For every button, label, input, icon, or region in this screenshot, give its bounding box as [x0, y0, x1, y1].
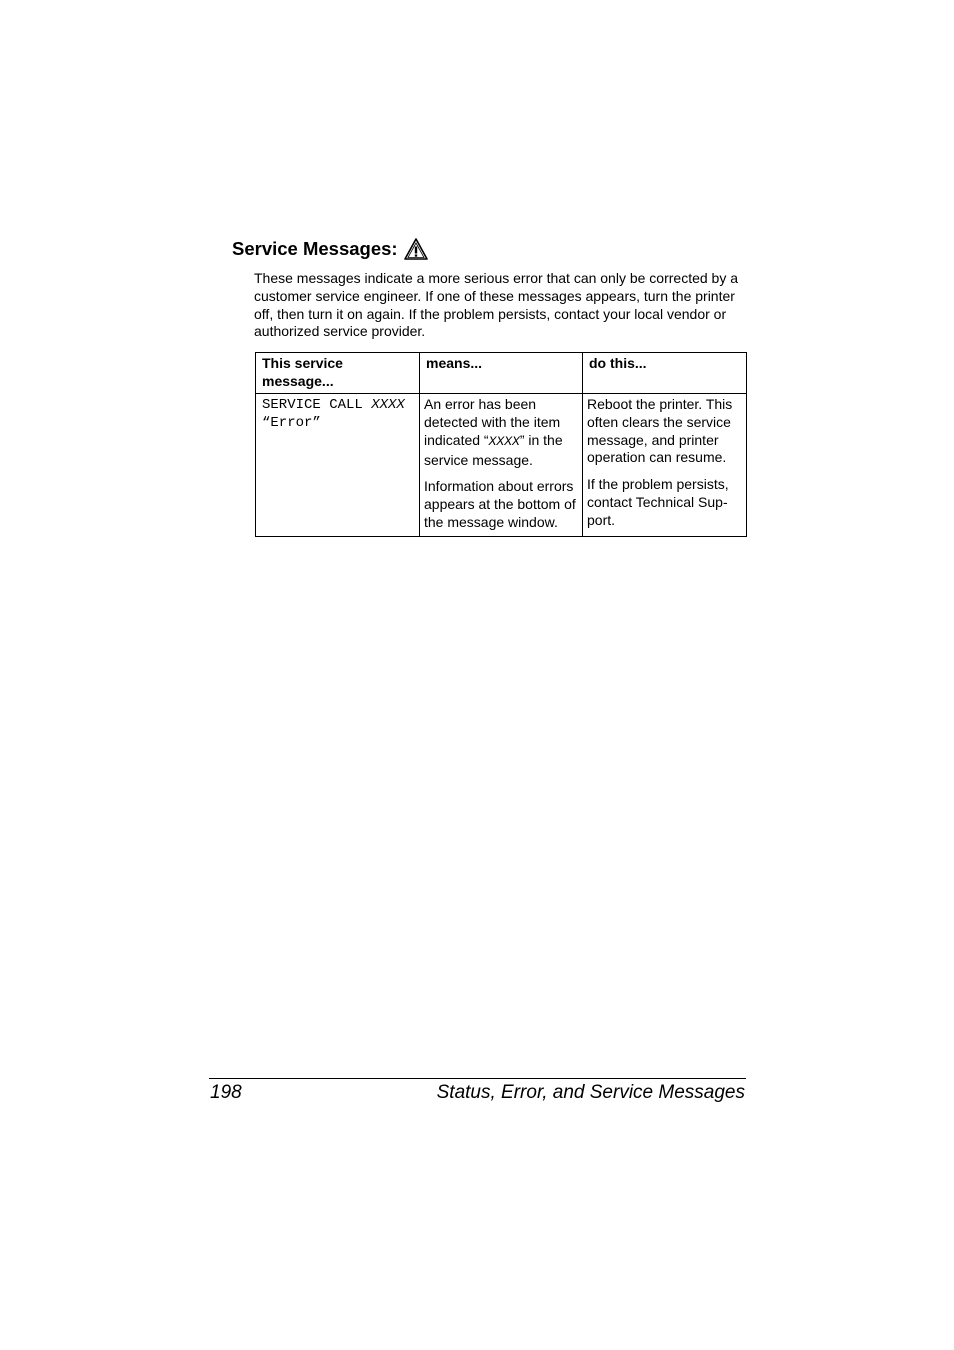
message-error-text: “Error” [262, 414, 321, 431]
table-header-row [256, 353, 747, 394]
column-header-action: do this... [583, 353, 747, 394]
service-message-table [255, 352, 747, 537]
footer-rule [209, 1078, 746, 1079]
message-code: SERVICE CALL [262, 397, 372, 413]
column-header-means: means... [420, 353, 583, 394]
action-paragraph-2: If the problem persists, contact Technical Sup-port. [587, 476, 729, 528]
message-variable: XXXX [371, 397, 405, 413]
means-cell [420, 394, 583, 537]
warning-triangle-icon [404, 238, 428, 260]
action-cell [583, 394, 747, 537]
means-variable: XXXX [488, 433, 520, 449]
column-header-message: This service message... [256, 353, 420, 394]
means-paragraph-1: An error has been detected with the item indicated “XXXX” in the service message. [424, 396, 563, 468]
page-number: 198 [210, 1082, 242, 1103]
section-heading [232, 236, 428, 262]
service-message-cell [256, 394, 420, 537]
means-paragraph-2: Information about errors appears at the bottom of the message window. [424, 478, 576, 530]
section-title: Service Messages: [232, 238, 398, 259]
running-title: Status, Error, and Service Messages [436, 1082, 745, 1103]
intro-paragraph: These messages indicate a more serious error that can only be corrected by a customer service engineer. If one of these messages appears, turn the printer off, then turn it on again. If the problem persists, contact your local vendor or authorized service provider. [254, 270, 739, 340]
action-paragraph-1: Reboot the printer. This often clears the service message, and printer operation can resume. [587, 396, 733, 466]
table-row [256, 394, 747, 537]
